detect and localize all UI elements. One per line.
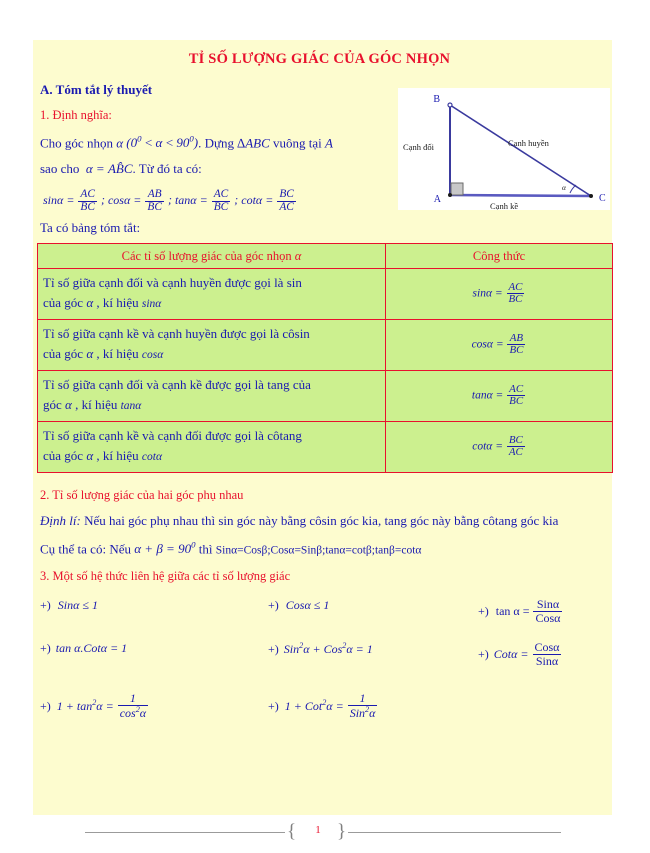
table-row — [38, 319, 613, 370]
table-cell-description — [38, 269, 386, 320]
footer-rule-right — [348, 832, 561, 833]
table-header-description — [38, 244, 386, 269]
table-cell-formula: cotα = $\frac{BC}{AC}$ — [386, 421, 613, 472]
definition-text-4: sao cho — [40, 161, 80, 177]
row-desc-line1: Tỉ số giữa cạnh đối và cạnh kề được gọi là tang của — [43, 376, 311, 392]
definition-line-1 — [40, 134, 392, 151]
angle-equality: α = AB̂C — [82, 161, 133, 177]
footer-brace-left: { — [287, 821, 297, 842]
theorem-text: Nếu hai góc phụ nhau thì sin góc này bằng côsin góc kia, tang góc này bằng côtang góc kia — [84, 513, 559, 528]
side-ac-adjacent — [450, 195, 591, 196]
identity-cot-quotient: +) Cotα = $\frac{\text{Cosα}}{\text{Sinα}}$ — [478, 640, 560, 668]
identities-row — [40, 641, 608, 678]
formula-cos: cosα = $\frac{AB}{BC}$ — [107, 188, 162, 213]
table-cell-formula: tanα = $\frac{AC}{BC}$ — [386, 370, 613, 421]
identity-sin-bound: +) Sinα ≤ 1 — [40, 598, 98, 613]
row-desc-line1: Tỉ số giữa cạnh đối và cạnh huyền được gọi là sin — [43, 275, 302, 290]
identity-csc-squared: +) 1 + Cot$^2$α = $\frac{1}{Sin^2\alpha}$ — [268, 692, 478, 718]
identity-sec-text: $1 + \tan^2\alpha$ = $\frac{1}{\cos^2\alpha}$ — [56, 691, 147, 720]
figure-label-c: C — [599, 193, 606, 204]
row-desc-line2: của góc α , kí hiệu cosα — [43, 346, 164, 362]
footer-brace-right: } — [337, 821, 347, 842]
triangle-svg — [398, 88, 610, 210]
section-a-heading: A. Tóm tắt lý thuyết — [40, 82, 153, 97]
identity-csc-text: 1 + Cot$^2$α = $\frac{1}{Sin^2\alpha}$ — [284, 691, 376, 720]
section-2-heading: 2. Tỉ số lượng giác của hai góc phụ nhau — [40, 488, 244, 502]
triangle-abc: ∆ABC — [237, 135, 270, 151]
definition-text-3: vuông tại — [273, 135, 322, 151]
table-header-desc-text: Các tỉ số lượng giác của góc nhọn α — [121, 248, 302, 263]
definition-text-5: . Từ đó ta có: — [132, 161, 202, 177]
side-bc-hypotenuse — [450, 105, 591, 196]
figure-label-angle: α — [562, 183, 566, 192]
figure-label-b: B — [433, 94, 440, 105]
identities-row — [40, 692, 608, 729]
table-cell-description — [38, 319, 386, 370]
definition-text-2: . Dựng — [198, 135, 235, 151]
table-cell-description — [38, 421, 386, 472]
section-a-sub1: 1. Định nghĩa: — [40, 108, 112, 122]
lower-sections — [37, 486, 608, 729]
trig-ratio-table — [37, 243, 613, 473]
vertex-b-dot — [448, 103, 452, 107]
identity-tan-cot-text: tan α.Cotα = 1 — [55, 641, 128, 656]
identity-pythagorean-text: Sin$^2$α + Cos$^2$α = 1 — [283, 641, 373, 657]
identity-pythagorean: +) Sin$^2$α + Cos$^2$α = 1 — [268, 641, 373, 657]
table-cell-formula: sinα = $\frac{AC}{BC}$ — [386, 269, 613, 320]
row-desc-line1: Tỉ số giữa cạnh kề và cạnh đối được gọi là côtang — [43, 427, 302, 443]
identity-sec-squared: +) $1 + \tan^2\alpha$ = $\frac{1}{\cos^2\alpha}$ — [40, 692, 268, 718]
footer-rule-left — [85, 832, 285, 833]
identity-cos-bound: +) Cosα ≤ 1 — [268, 598, 330, 613]
definition-text-1: Cho góc nhọn — [40, 135, 113, 151]
table-intro: Ta có bảng tóm tắt: — [40, 220, 141, 236]
document-page — [33, 40, 612, 815]
identity-tan-quotient: +) tan α = $\frac{\text{Sinα}}{\text{Cosα}}$ — [478, 597, 561, 625]
table-cell-formula: cosα = $\frac{AB}{BC}$ — [386, 319, 613, 370]
concrete-condition: $\alpha + \beta = 90^0$ — [134, 539, 196, 557]
table-header-formula: Công thức — [386, 244, 613, 269]
formula-sin: sinα = $\frac{AC}{BC}$ — [43, 188, 95, 213]
concrete-prefix: Cụ thể ta có: Nếu — [40, 541, 131, 557]
section-2-theorem — [40, 514, 606, 529]
page-number: 1 — [315, 824, 321, 836]
page-footer — [0, 820, 650, 853]
page-title: TỈ SỐ LƯỢNG GIÁC CỦA GÓC NHỌN — [188, 51, 451, 67]
figure-label-hypotenuse: Cạnh huyền — [508, 138, 549, 148]
vertex-a-ref: A — [325, 135, 333, 151]
concrete-mid: thì — [198, 541, 213, 557]
figure-label-adjacent: Cạnh kề — [490, 201, 519, 210]
theorem-label: Định lí: — [40, 513, 81, 528]
angle-arc-c — [570, 185, 576, 193]
section-2-concrete — [40, 540, 608, 558]
row-desc-line1: Tỉ số giữa cạnh kề và cạnh huyền được gọi là côsin — [43, 325, 310, 341]
table-row — [38, 269, 613, 320]
row-desc-line2: góc α , kí hiệu tanα — [43, 397, 142, 413]
row-desc-line2: của góc α , kí hiệu cotα — [43, 448, 162, 463]
row-desc-line2: của góc α , kí hiệu sinα — [43, 295, 162, 311]
alpha-range: $(0^0 < \alpha < 90^0)$ — [126, 134, 199, 151]
identities-row — [40, 598, 608, 635]
alpha-symbol: α — [116, 135, 124, 151]
section-3-heading: 3. Một số hệ thức liên hệ giữa các tỉ số lượng giác — [40, 569, 291, 584]
vertex-c-dot — [589, 194, 593, 198]
right-angle-marker — [451, 183, 463, 195]
formula-cot: cotα = $\frac{BC}{AC}$ — [241, 188, 294, 213]
table-row — [38, 370, 613, 421]
figure-label-a: A — [433, 194, 441, 205]
identities-grid — [40, 598, 608, 729]
concrete-identities: Sinα=Cosβ;Cosα=Sinβ;tanα=cotβ;tanβ=cotα — [215, 544, 422, 557]
definition-formulas: sinα = $\frac{AC}{BC}$ ; cosα = $\frac{AB}{BC}$ ; tanα = $\frac{AC}{BC}$ ; cotα = $\frac{BC}{AC}$ — [43, 189, 608, 213]
formula-tan: tanα = $\frac{AC}{BC}$ — [174, 188, 229, 213]
table-row — [38, 421, 613, 472]
right-triangle-figure — [398, 88, 610, 210]
vertex-a-dot — [448, 193, 452, 197]
identity-tan-cot-product: +) tan α.Cotα = 1 — [40, 641, 128, 656]
figure-label-opposite: Cạnh đối — [403, 142, 434, 152]
table-cell-description — [38, 370, 386, 421]
table-header-row — [38, 244, 613, 269]
